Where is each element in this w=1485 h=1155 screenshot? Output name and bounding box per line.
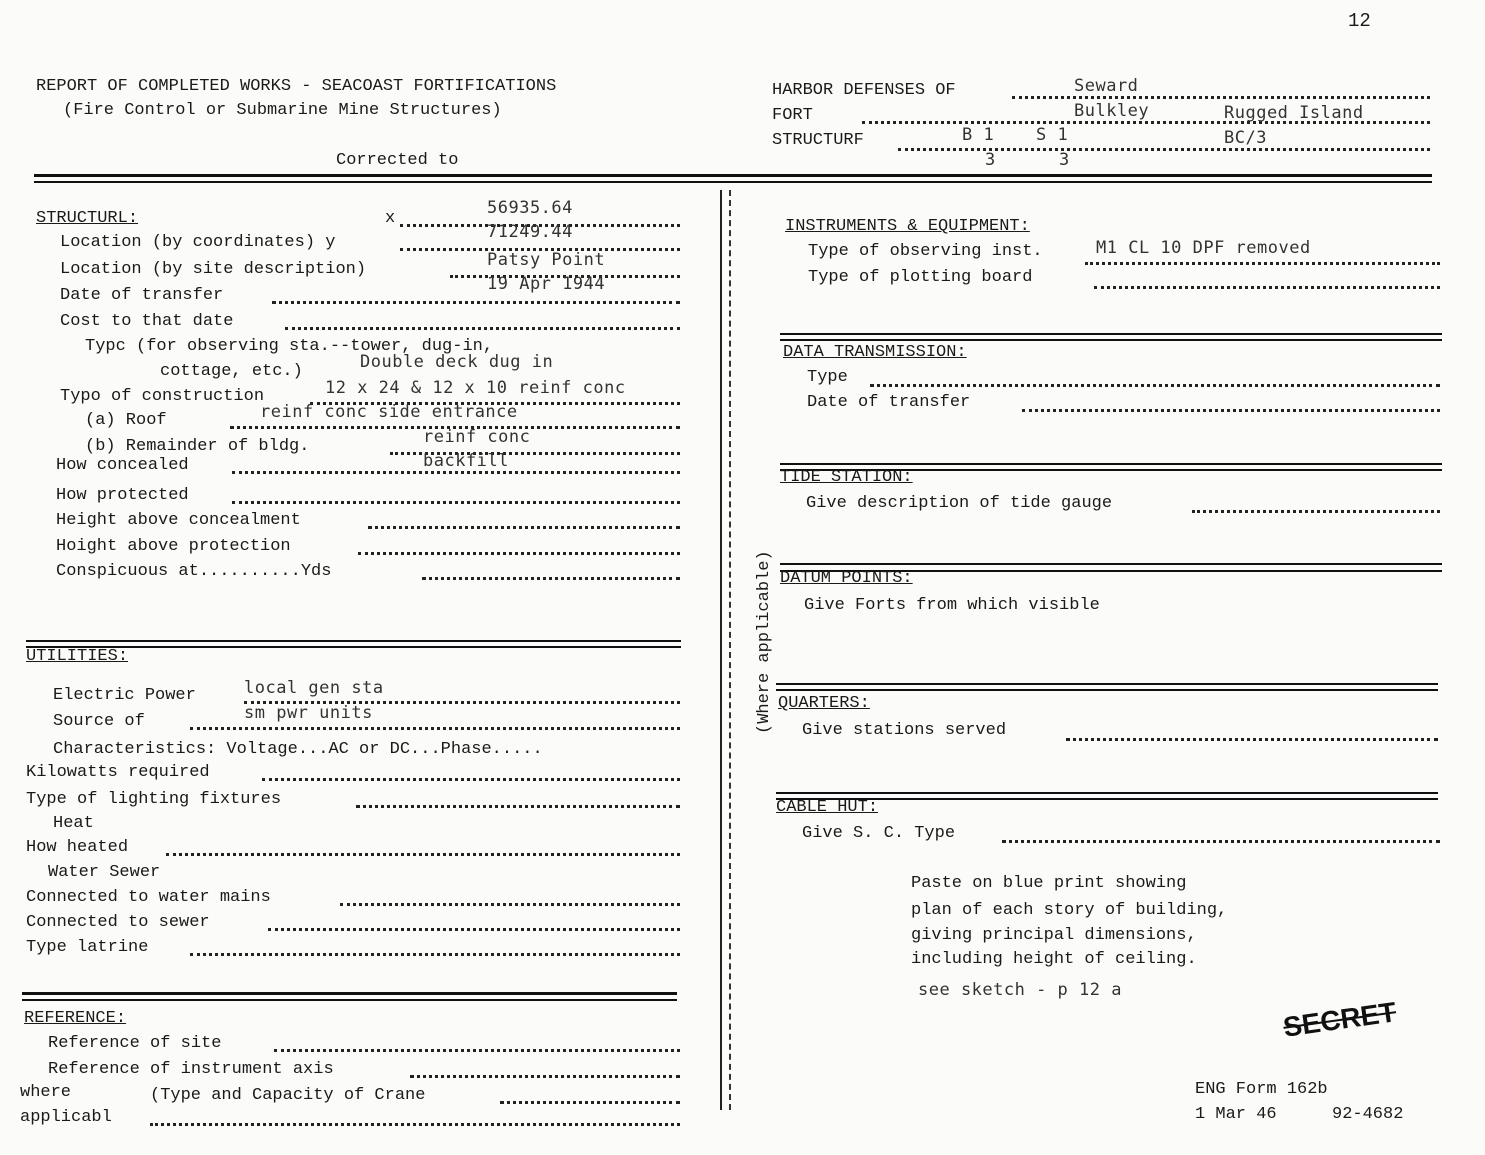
secret-stamp: SECRET xyxy=(1281,996,1399,1043)
tide-station-heading: TIDE STATION: xyxy=(780,468,913,487)
conspicuous-label: Conspicuous at..........Yds xyxy=(56,562,332,581)
quarters-heading: QUARTERS: xyxy=(778,694,870,713)
data-transmission-rule-1 xyxy=(780,333,1442,335)
plotting-label: Type of plotting board xyxy=(808,268,1033,287)
structure-label: STRUCTURF xyxy=(772,131,864,150)
date-transfer-label: Date of transfer xyxy=(60,286,224,305)
quarters-rule-2 xyxy=(776,689,1438,691)
applicable-label: applicabl xyxy=(20,1108,112,1127)
electric-value: local gen sta xyxy=(244,678,384,698)
loc-site-label: Location (by site description) xyxy=(60,260,367,279)
instruction-line-1: Paste on blue print showing xyxy=(911,874,1187,893)
instruction-line-4: including height of ceiling. xyxy=(911,950,1197,969)
applicable-dots xyxy=(150,1123,680,1126)
water-mains-label: Connected to water mains xyxy=(26,888,271,907)
cable-hut-heading: CABLE HUT: xyxy=(776,798,879,817)
header-rule-2 xyxy=(34,181,1432,183)
concealed-dots xyxy=(232,471,680,474)
reference-heading: REFERENCE: xyxy=(24,1009,127,1028)
water-mains-dots xyxy=(340,903,680,906)
form-title: REPORT OF COMPLETED WORKS - SEACOAST FORTIFICATIONS xyxy=(36,77,557,96)
harbor-defenses-label: HARBOR DEFENSES OF xyxy=(772,81,956,100)
column-divider-2 xyxy=(729,190,731,1110)
where-label: where xyxy=(20,1083,72,1102)
heat-label: Heat xyxy=(53,814,94,833)
protected-dots xyxy=(232,501,680,504)
loc-site-value: Patsy Point xyxy=(487,250,606,270)
cost-label: Cost to that date xyxy=(60,312,234,331)
tide-gauge-label: Give description of tide gauge xyxy=(806,494,1113,513)
datum-forts-label: Give Forts from which visible xyxy=(804,596,1100,615)
date-transfer-dots xyxy=(272,301,680,304)
source-dots xyxy=(190,727,680,730)
reference-rule-1 xyxy=(22,992,677,995)
latrine-dots xyxy=(190,953,680,956)
remainder-value: reinf conc xyxy=(423,427,531,447)
lighting-dots xyxy=(356,805,680,808)
height-protection-dots xyxy=(358,552,680,555)
water-sewer-label: Water Sewer xyxy=(48,863,161,882)
dt-type-label: Type xyxy=(807,368,848,387)
quarters-stations-label: Give stations served xyxy=(802,721,1007,740)
construction-value: 12 x 24 & 12 x 10 reinf conc xyxy=(325,378,626,398)
construction-label: Typo of construction xyxy=(60,387,265,406)
remainder-label: (b) Remainder of bldg. xyxy=(85,437,310,456)
concealed-label: How concealed xyxy=(56,456,189,475)
cable-hut-rule-1 xyxy=(776,792,1438,794)
utilities-rule-1 xyxy=(26,640,681,642)
axis-ref-label: Reference of instrument axis xyxy=(48,1060,334,1079)
data-transmission-heading: DATA TRANSMISSION: xyxy=(783,343,967,362)
tide-gauge-dots xyxy=(1192,510,1440,513)
crane-label: (Type and Capacity of Crane xyxy=(150,1086,426,1105)
site-ref-label: Reference of site xyxy=(48,1034,222,1053)
roof-label: (a) Roof xyxy=(85,411,167,430)
electric-label: Electric Power xyxy=(53,686,196,705)
source-value: sm pwr units xyxy=(244,703,373,723)
page-number: 12 xyxy=(1348,10,1371,32)
harbor-defenses-value: Seward xyxy=(1074,76,1139,96)
structure-s: S 1 xyxy=(1036,125,1069,145)
harbor-defenses-dots xyxy=(1012,96,1430,99)
datum-points-heading: DATUM POINTS: xyxy=(780,569,913,588)
quarters-stations-dots xyxy=(1066,738,1438,741)
conspicuous-dots xyxy=(422,577,680,580)
roof-value: reinf conc side entrance xyxy=(260,402,518,422)
kilowatts-label: Kilowatts required xyxy=(26,763,210,782)
characteristics-label: Characteristics: Voltage...AC or DC...Phase..... xyxy=(53,740,543,759)
loc-coord-label: Location (by coordinates) y xyxy=(60,233,336,252)
quarters-rule-1 xyxy=(776,683,1438,685)
header-rule-1 xyxy=(34,174,1432,177)
height-protection-label: Hoight above protection xyxy=(56,537,291,556)
sc-type-dots xyxy=(1002,840,1440,843)
y-value: 71249.44 xyxy=(487,222,573,242)
type-value: Double deck dug in xyxy=(360,352,554,372)
site-ref-dots xyxy=(274,1049,680,1052)
column-divider xyxy=(720,190,722,1110)
form-number: ENG Form 162b xyxy=(1195,1080,1328,1099)
x-label: x xyxy=(385,209,396,228)
crane-dots xyxy=(500,1101,680,1104)
concealed-value: backfill xyxy=(423,451,509,471)
latrine-label: Type latrine xyxy=(26,938,149,957)
form-code: 92-4682 xyxy=(1332,1105,1404,1124)
sketch-note: see sketch - p 12 a xyxy=(918,980,1122,1000)
fort-value-2: Rugged Island xyxy=(1224,103,1364,123)
heated-label: How heated xyxy=(26,838,129,857)
structure-b: B 1 xyxy=(962,125,995,145)
structural-heading: STRUCTURL: xyxy=(36,209,139,228)
axis-ref-dots xyxy=(410,1075,680,1078)
lighting-label: Type of lighting fixtures xyxy=(26,790,282,809)
dt-date-label: Date of transfer xyxy=(807,393,971,412)
where-applicable-note: (Where applicable) xyxy=(755,550,774,734)
structure-s-sub: 3 xyxy=(1059,150,1070,170)
structure-dots xyxy=(898,148,1430,151)
data-transmission-rule-2 xyxy=(780,339,1442,341)
fort-value: Bulkley xyxy=(1074,101,1150,121)
corrected-to-label: Corrected to xyxy=(336,151,459,170)
source-label: Source of xyxy=(53,712,145,731)
date-transfer-value: 19 Apr 1944 xyxy=(487,274,606,294)
utilities-heading: UTILITIES: xyxy=(26,647,129,666)
reference-rule-2 xyxy=(22,999,677,1001)
structure-bc: BC/3 xyxy=(1224,128,1267,148)
type-label-1: Typc (for observing sta.--tower, dug-in, xyxy=(85,337,494,356)
form-date: 1 Mar 46 xyxy=(1195,1105,1277,1124)
observing-dots xyxy=(1085,262,1440,265)
sewer-dots xyxy=(268,928,680,931)
observing-label: Type of observing inst. xyxy=(808,242,1043,261)
kilowatts-dots xyxy=(262,778,680,781)
form-subtitle: (Fire Control or Submarine Mine Structures) xyxy=(63,101,502,120)
heated-dots xyxy=(166,853,680,856)
instruction-line-3: giving principal dimensions, xyxy=(911,926,1197,945)
sc-type-label: Give S. C. Type xyxy=(802,824,956,843)
dt-type-dots xyxy=(870,384,1440,387)
plotting-dots xyxy=(1094,286,1440,289)
observing-value: M1 CL 10 DPF removed xyxy=(1096,238,1311,258)
type-label-2: cottage, etc.) xyxy=(160,362,303,381)
tide-rule-1 xyxy=(780,463,1442,465)
instruction-line-2: plan of each story of building, xyxy=(911,901,1228,920)
x-value: 56935.64 xyxy=(487,198,573,218)
structure-b-sub: 3 xyxy=(985,150,996,170)
cost-dots xyxy=(285,327,680,330)
height-concealment-label: Height above concealment xyxy=(56,511,301,530)
fort-label: FORT xyxy=(772,106,813,125)
height-concealment-dots xyxy=(368,526,680,529)
dt-date-dots xyxy=(1022,409,1440,412)
instruments-heading: INSTRUMENTS & EQUIPMENT: xyxy=(785,217,1030,236)
sewer-label: Connected to sewer xyxy=(26,913,210,932)
protected-label: How protected xyxy=(56,486,189,505)
datum-rule-1 xyxy=(780,563,1442,565)
